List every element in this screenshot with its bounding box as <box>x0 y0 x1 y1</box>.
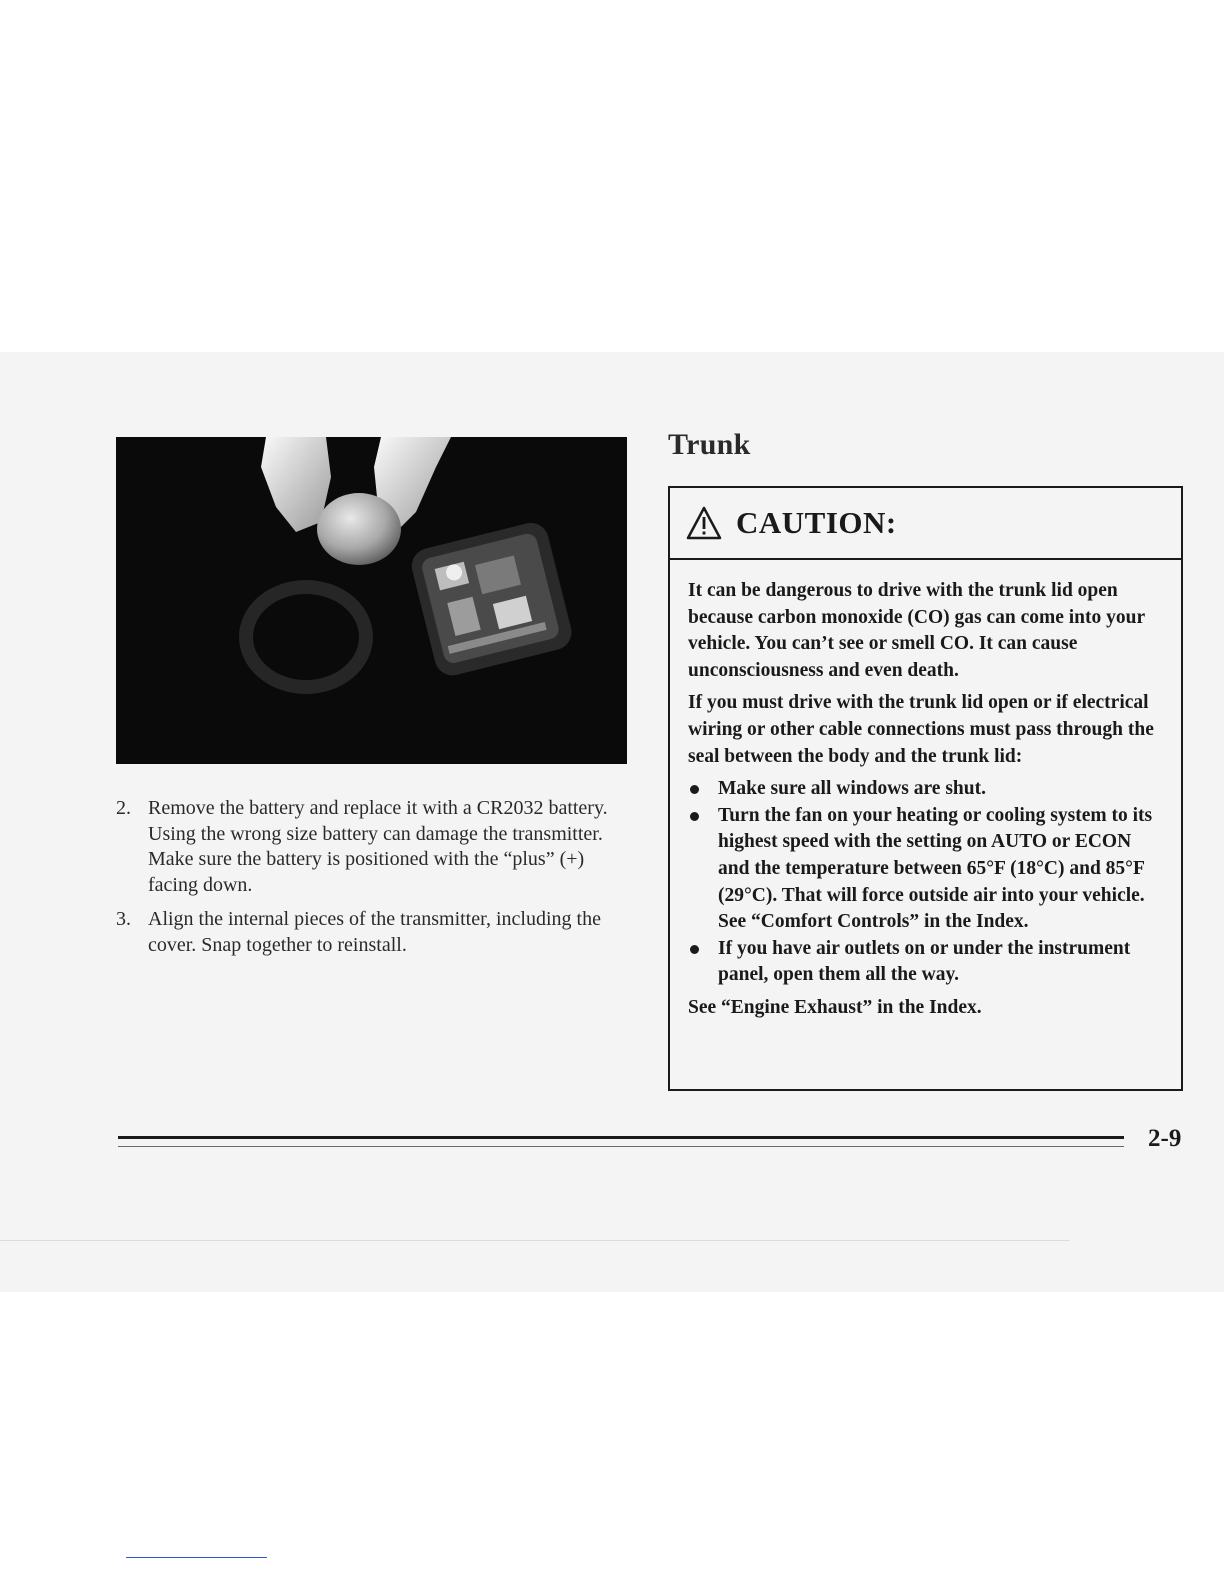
page-number: 2-9 <box>1148 1125 1182 1152</box>
step-text: Align the internal pieces of the transmitter, including the cover. Snap together to reinstall. <box>148 908 601 956</box>
step-item <box>116 796 636 898</box>
step-text: Remove the battery and replace it with a CR2032 battery. Using the wrong size battery can damage the transmitter. Make sure the battery is positioned with the “plus” (+) facing down. <box>148 797 608 896</box>
battery-replacement-photo <box>116 437 627 764</box>
caution-bullet-list <box>688 776 1165 989</box>
bullet-text: Make sure all windows are shut. <box>718 778 986 800</box>
bullet-icon <box>688 936 718 989</box>
step-number: 3. <box>116 908 131 930</box>
bullet-text: Turn the fan on your heating or cooling system to its highest speed with the setting on AUTO or ECON and the temperature between 65°F (18°C) and 85°F (29°C). That will force outside air into your vehicle. See “Comfort Controls” in the Index. <box>718 804 1153 933</box>
section-title: Trunk <box>668 428 751 461</box>
footer-rule <box>118 1136 1124 1139</box>
caution-title: CAUTION: <box>736 505 897 540</box>
battery-steps-list <box>116 796 636 967</box>
caution-box <box>668 486 1183 1091</box>
caution-closing: See “Engine Exhaust” in the Index. <box>688 996 982 1018</box>
bullet-icon <box>688 776 718 803</box>
step-number: 2. <box>116 797 131 819</box>
caution-paragraph: It can be dangerous to drive with the trunk lid open because carbon monoxide (CO) gas can come into your vehicle. You can’t see or smell CO. It can cause unconsciousness and even death. <box>688 580 1145 681</box>
warning-triangle-icon <box>686 506 722 540</box>
bottom-link-underline <box>126 1557 267 1558</box>
list-item <box>688 776 1165 803</box>
caution-paragraph: If you must drive with the trunk lid open or if electrical wiring or other cable connections must pass through the seal between the body and the trunk lid: <box>688 692 1154 767</box>
step-item <box>116 907 636 958</box>
scan-artifact-line <box>0 1240 1070 1241</box>
footer-rule-thin <box>118 1146 1124 1147</box>
caution-header <box>670 488 1181 560</box>
list-item <box>688 803 1165 936</box>
bullet-icon <box>688 803 718 936</box>
bullet-text: If you have air outlets on or under the instrument panel, open them all the way. <box>718 937 1131 986</box>
caution-body <box>670 560 1181 1022</box>
list-item <box>688 936 1165 989</box>
